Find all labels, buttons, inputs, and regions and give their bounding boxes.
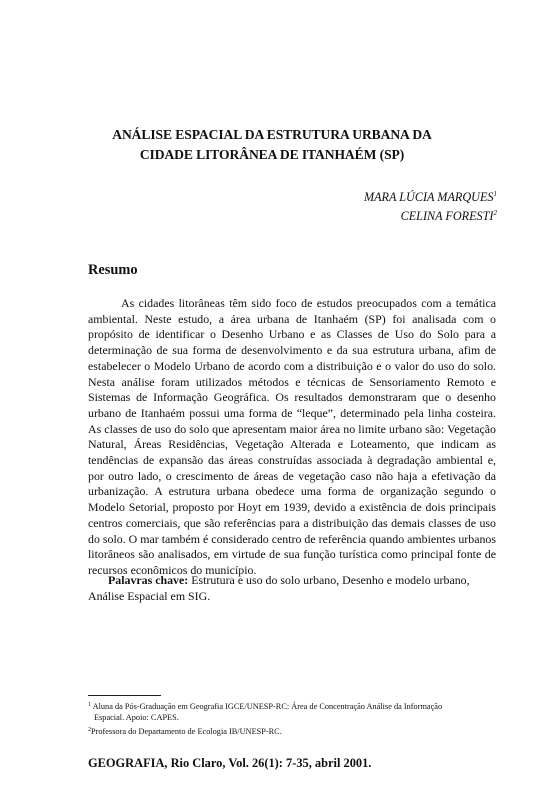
author-name: MARA LÚCIA MARQUES xyxy=(363,190,494,204)
keywords-label: Palavras chave: xyxy=(108,573,189,587)
author-2 xyxy=(401,205,497,224)
author-footnote-mark: 2 xyxy=(493,209,497,217)
article-title-line-1: ANÁLISE ESPACIAL DA ESTRUTURA URBANA DA xyxy=(112,127,432,142)
footnote-divider xyxy=(88,695,161,696)
keywords-text: Estrutura e uso do solo urbano, Desenho e modelo urbano, Análise Espacial em SIG. xyxy=(88,573,470,603)
footnote-2 xyxy=(88,725,498,737)
footnote-1 xyxy=(88,700,498,724)
footnote-mark: 2 xyxy=(88,727,91,733)
abstract-heading: Resumo xyxy=(88,262,138,278)
footnote-text: Professora do Departamento de Ecologia IB/UNESP-RC. xyxy=(91,727,282,736)
footnote-mark: 1 xyxy=(88,702,91,708)
article-title-line-2: CIDADE LITORÂNEA DE ITANHAÉM (SP) xyxy=(139,147,405,162)
footnote-text: Aluna da Pós-Graduação em Geografia IGCE/UNESP-RC: Área de Concentração Análise da Informação xyxy=(91,702,443,711)
keywords xyxy=(88,573,496,604)
footnote-text-continued: Espacial. Apoio: CAPES. xyxy=(94,713,179,723)
author-1 xyxy=(364,186,497,205)
abstract-body: As cidades litorâneas têm sido foco de estudos preocupados com a temática ambiental. Neste estudo, a área urbana de Itanhaém (SP) foi analisada com o propósito de identificar o Desenho Urbano e as Classes de Uso do Solo para a determinação de sua forma de desenvolvimento e da sua estrutura urbana, afim de estabelecer o Modelo Urbano de acordo com a distribuição e o valor do uso do solo. Nesta análise foram utilizados métodos e técnicas de Sensoriamento Remoto e Sistemas de Informação Geográfica. Os resultados demonstraram que o desenho urbano de Itanhaém possui uma forma de “leque”, determinado pela linha costeira. As classes de uso do solo que apresentam maior área no limite urbano são: Vegetação Natural, Áreas Residências, Vegetação Alterada e Loteamento, que indicam as tendências de expansão das áreas construídas associada à degradação ambiental e, por outro lado, o crescimento de áreas de vegetação caso não haja a efetivação da urbanização. A estrutura urbana obedece uma forma de organização segundo o Modelo Setorial, proposto por Hoyt em 1939, devido a existência de dois principais centros comerciais, que são referências para a distribuição das demais classes de uso do solo. O mar também é considerado centro de referência quando ambientes urbanos litorâneos são analisados, em virtude de sua função turística como principal fonte de recursos econômicos do município. xyxy=(88,296,496,577)
author-footnote-mark: 1 xyxy=(493,190,497,198)
author-name: CELINA FORESTI xyxy=(400,209,494,223)
journal-citation-footer: GEOGRAFIA, Rio Claro, Vol. 26(1): 7-35, abril 2001. xyxy=(88,756,372,770)
